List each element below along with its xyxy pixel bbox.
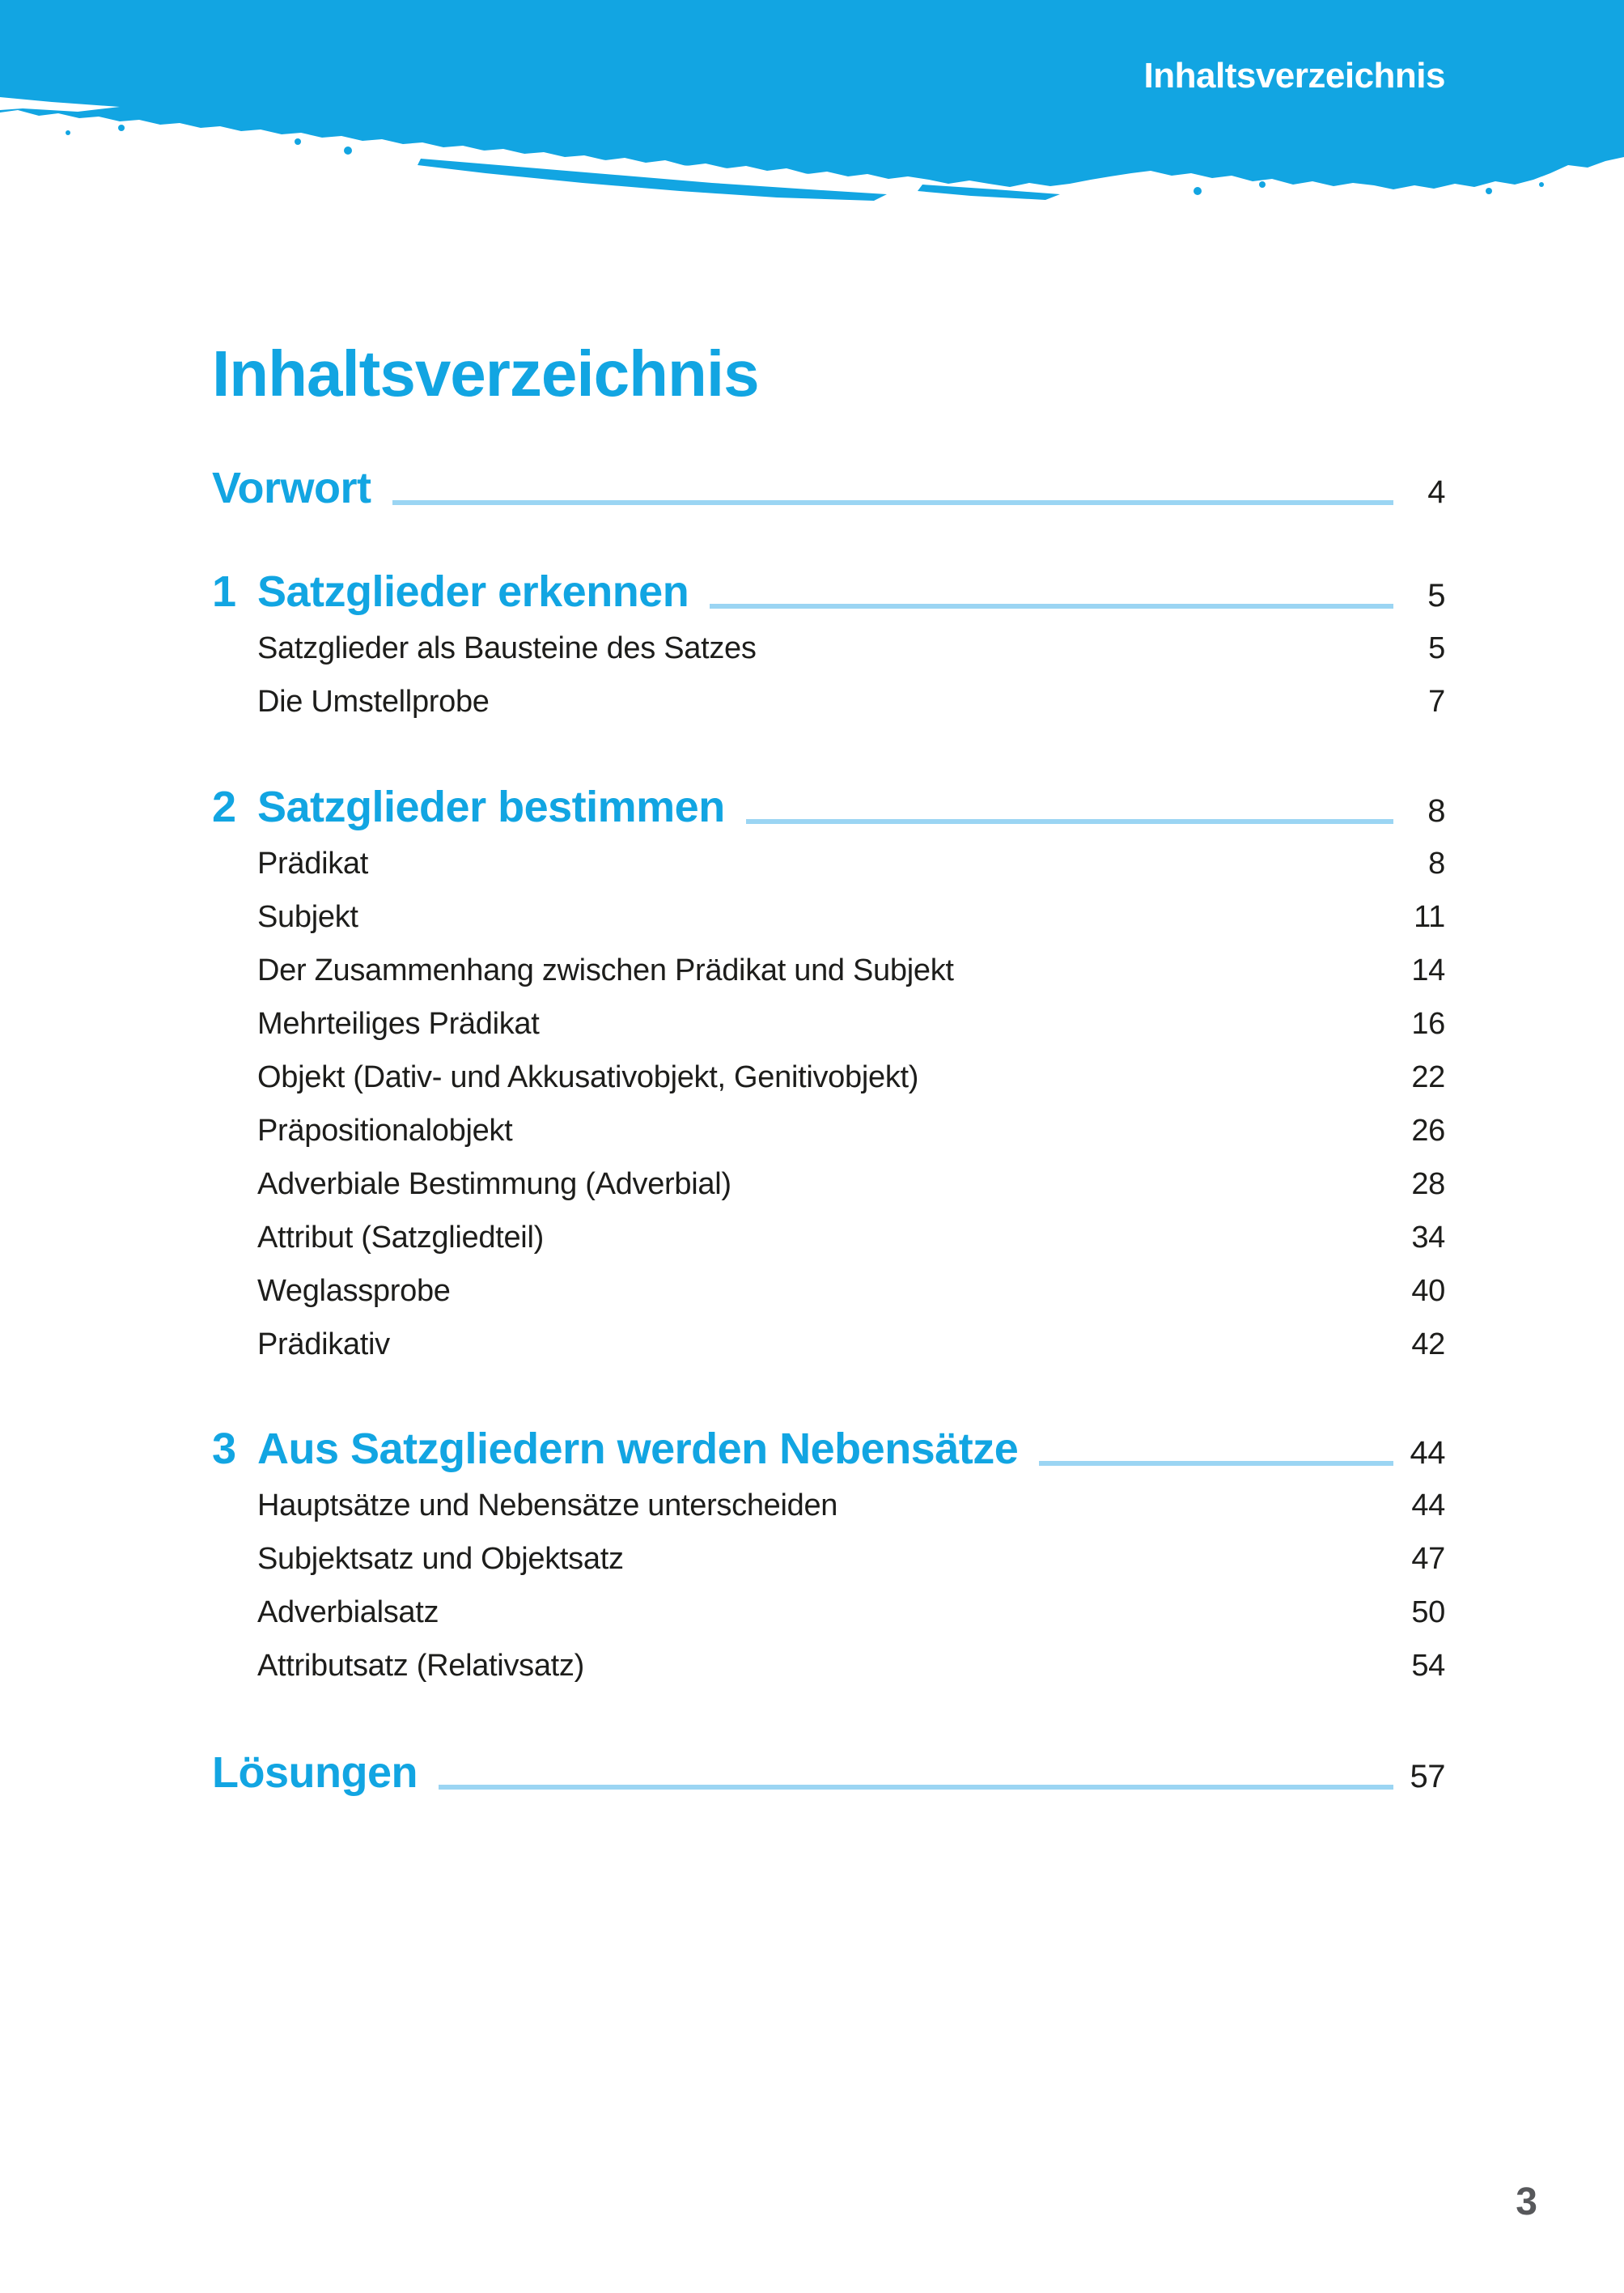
toc-subentry	[212, 1274, 1445, 1310]
toc-subentry	[212, 1542, 1445, 1577]
toc-subentry	[212, 1649, 1445, 1684]
toc-subentry-label: Objekt (Dativ- und Akkusativobjekt, Genitivobjekt)	[257, 1060, 919, 1094]
toc-subentry-label: Attribut (Satzgliedteil)	[257, 1221, 544, 1255]
toc-entry-page: 4	[1427, 474, 1445, 510]
toc-subentry-page: 16	[1411, 1007, 1445, 1041]
toc-subentry	[212, 1114, 1445, 1149]
leader-line	[746, 819, 1393, 824]
toc-subentry-label: Subjektsatz und Objektsatz	[257, 1542, 624, 1576]
toc-subentry-label: Hauptsätze und Nebensätze unterscheiden	[257, 1488, 838, 1522]
toc-subentry-label: Weglassprobe	[257, 1274, 451, 1308]
toc-subentry-label: Adverbiale Bestimmung (Adverbial)	[257, 1167, 731, 1201]
toc-subentry-page: 8	[1428, 847, 1445, 881]
toc-entry-label: Lösungen	[212, 1748, 418, 1797]
folio-page-number: 3	[1516, 2180, 1537, 2223]
toc-subentry-label: Die Umstellprobe	[257, 685, 490, 719]
leader-line	[710, 604, 1393, 609]
toc-subentry-label: Satzglieder als Bausteine des Satzes	[257, 631, 757, 665]
toc-subentry-label: Der Zusammenhang zwischen Prädikat und Subjekt	[257, 953, 954, 987]
toc-subentry-page: 50	[1411, 1595, 1445, 1629]
leader-line	[439, 1785, 1393, 1790]
table-of-contents	[212, 0, 1445, 1798]
toc-entry-section-1	[212, 567, 1445, 617]
toc-subentry-page: 14	[1411, 953, 1445, 987]
toc-entry-label: Vorwort	[212, 464, 371, 512]
toc-entry-label: Aus Satzgliedern werden Nebensätze	[257, 1425, 1019, 1473]
toc-subentry	[212, 953, 1445, 989]
toc-subentry	[212, 1167, 1445, 1203]
toc-subentry-label: Prädikativ	[257, 1327, 390, 1361]
toc-subentry-page: 22	[1411, 1060, 1445, 1094]
toc-subentry	[212, 1060, 1445, 1096]
toc-subentry-label: Prädikat	[257, 847, 369, 881]
toc-entry-section-2	[212, 782, 1445, 832]
section-number: 3	[212, 1425, 236, 1473]
toc-subentry-page: 44	[1411, 1488, 1445, 1522]
toc-subentry	[212, 900, 1445, 936]
toc-subentry	[212, 1327, 1445, 1363]
toc-subentry	[212, 631, 1445, 667]
toc-subentry-page: 5	[1428, 631, 1445, 665]
toc-entry-loesungen	[212, 1747, 1445, 1798]
running-head: Inhaltsverzeichnis	[1143, 56, 1445, 96]
toc-entry-page: 44	[1410, 1435, 1445, 1471]
section-number: 2	[212, 783, 236, 831]
toc-subentry-page: 42	[1411, 1327, 1445, 1361]
toc-subentry-page: 54	[1411, 1649, 1445, 1683]
toc-subentry-label: Mehrteiliges Prädikat	[257, 1007, 540, 1041]
toc-subentry-label: Präpositionalobjekt	[257, 1114, 513, 1148]
toc-subentry-label: Adverbialsatz	[257, 1595, 439, 1629]
toc-entry-section-3	[212, 1424, 1445, 1474]
toc-subentry	[212, 1488, 1445, 1524]
toc-entry-page: 57	[1410, 1759, 1445, 1794]
toc-subentry-page: 47	[1411, 1542, 1445, 1576]
toc-subentry	[212, 1221, 1445, 1256]
toc-entry-page: 5	[1427, 578, 1445, 614]
toc-subentry-page: 26	[1411, 1114, 1445, 1148]
toc-subentry-page: 11	[1414, 900, 1445, 934]
toc-subentry-page: 34	[1411, 1221, 1445, 1255]
section-number: 1	[212, 567, 236, 616]
toc-subentry-label: Attributsatz (Relativsatz)	[257, 1649, 584, 1683]
toc-subentry-page: 28	[1411, 1167, 1445, 1201]
toc-subentry	[212, 847, 1445, 882]
toc-entry-label: Satzglieder bestimmen	[257, 783, 725, 831]
toc-entry-page: 8	[1427, 793, 1445, 829]
page-title: Inhaltsverzeichnis	[212, 337, 759, 410]
toc-subentry	[212, 1595, 1445, 1631]
toc-subentry	[212, 685, 1445, 720]
toc-subentry-page: 40	[1411, 1274, 1445, 1308]
toc-entry-label: Satzglieder erkennen	[257, 567, 689, 616]
leader-line	[392, 500, 1394, 505]
leader-line	[1039, 1461, 1393, 1466]
toc-subentry	[212, 1007, 1445, 1042]
toc-entry-vorwort	[212, 463, 1445, 513]
toc-subentry-label: Subjekt	[257, 900, 358, 934]
toc-subentry-page: 7	[1428, 685, 1445, 719]
